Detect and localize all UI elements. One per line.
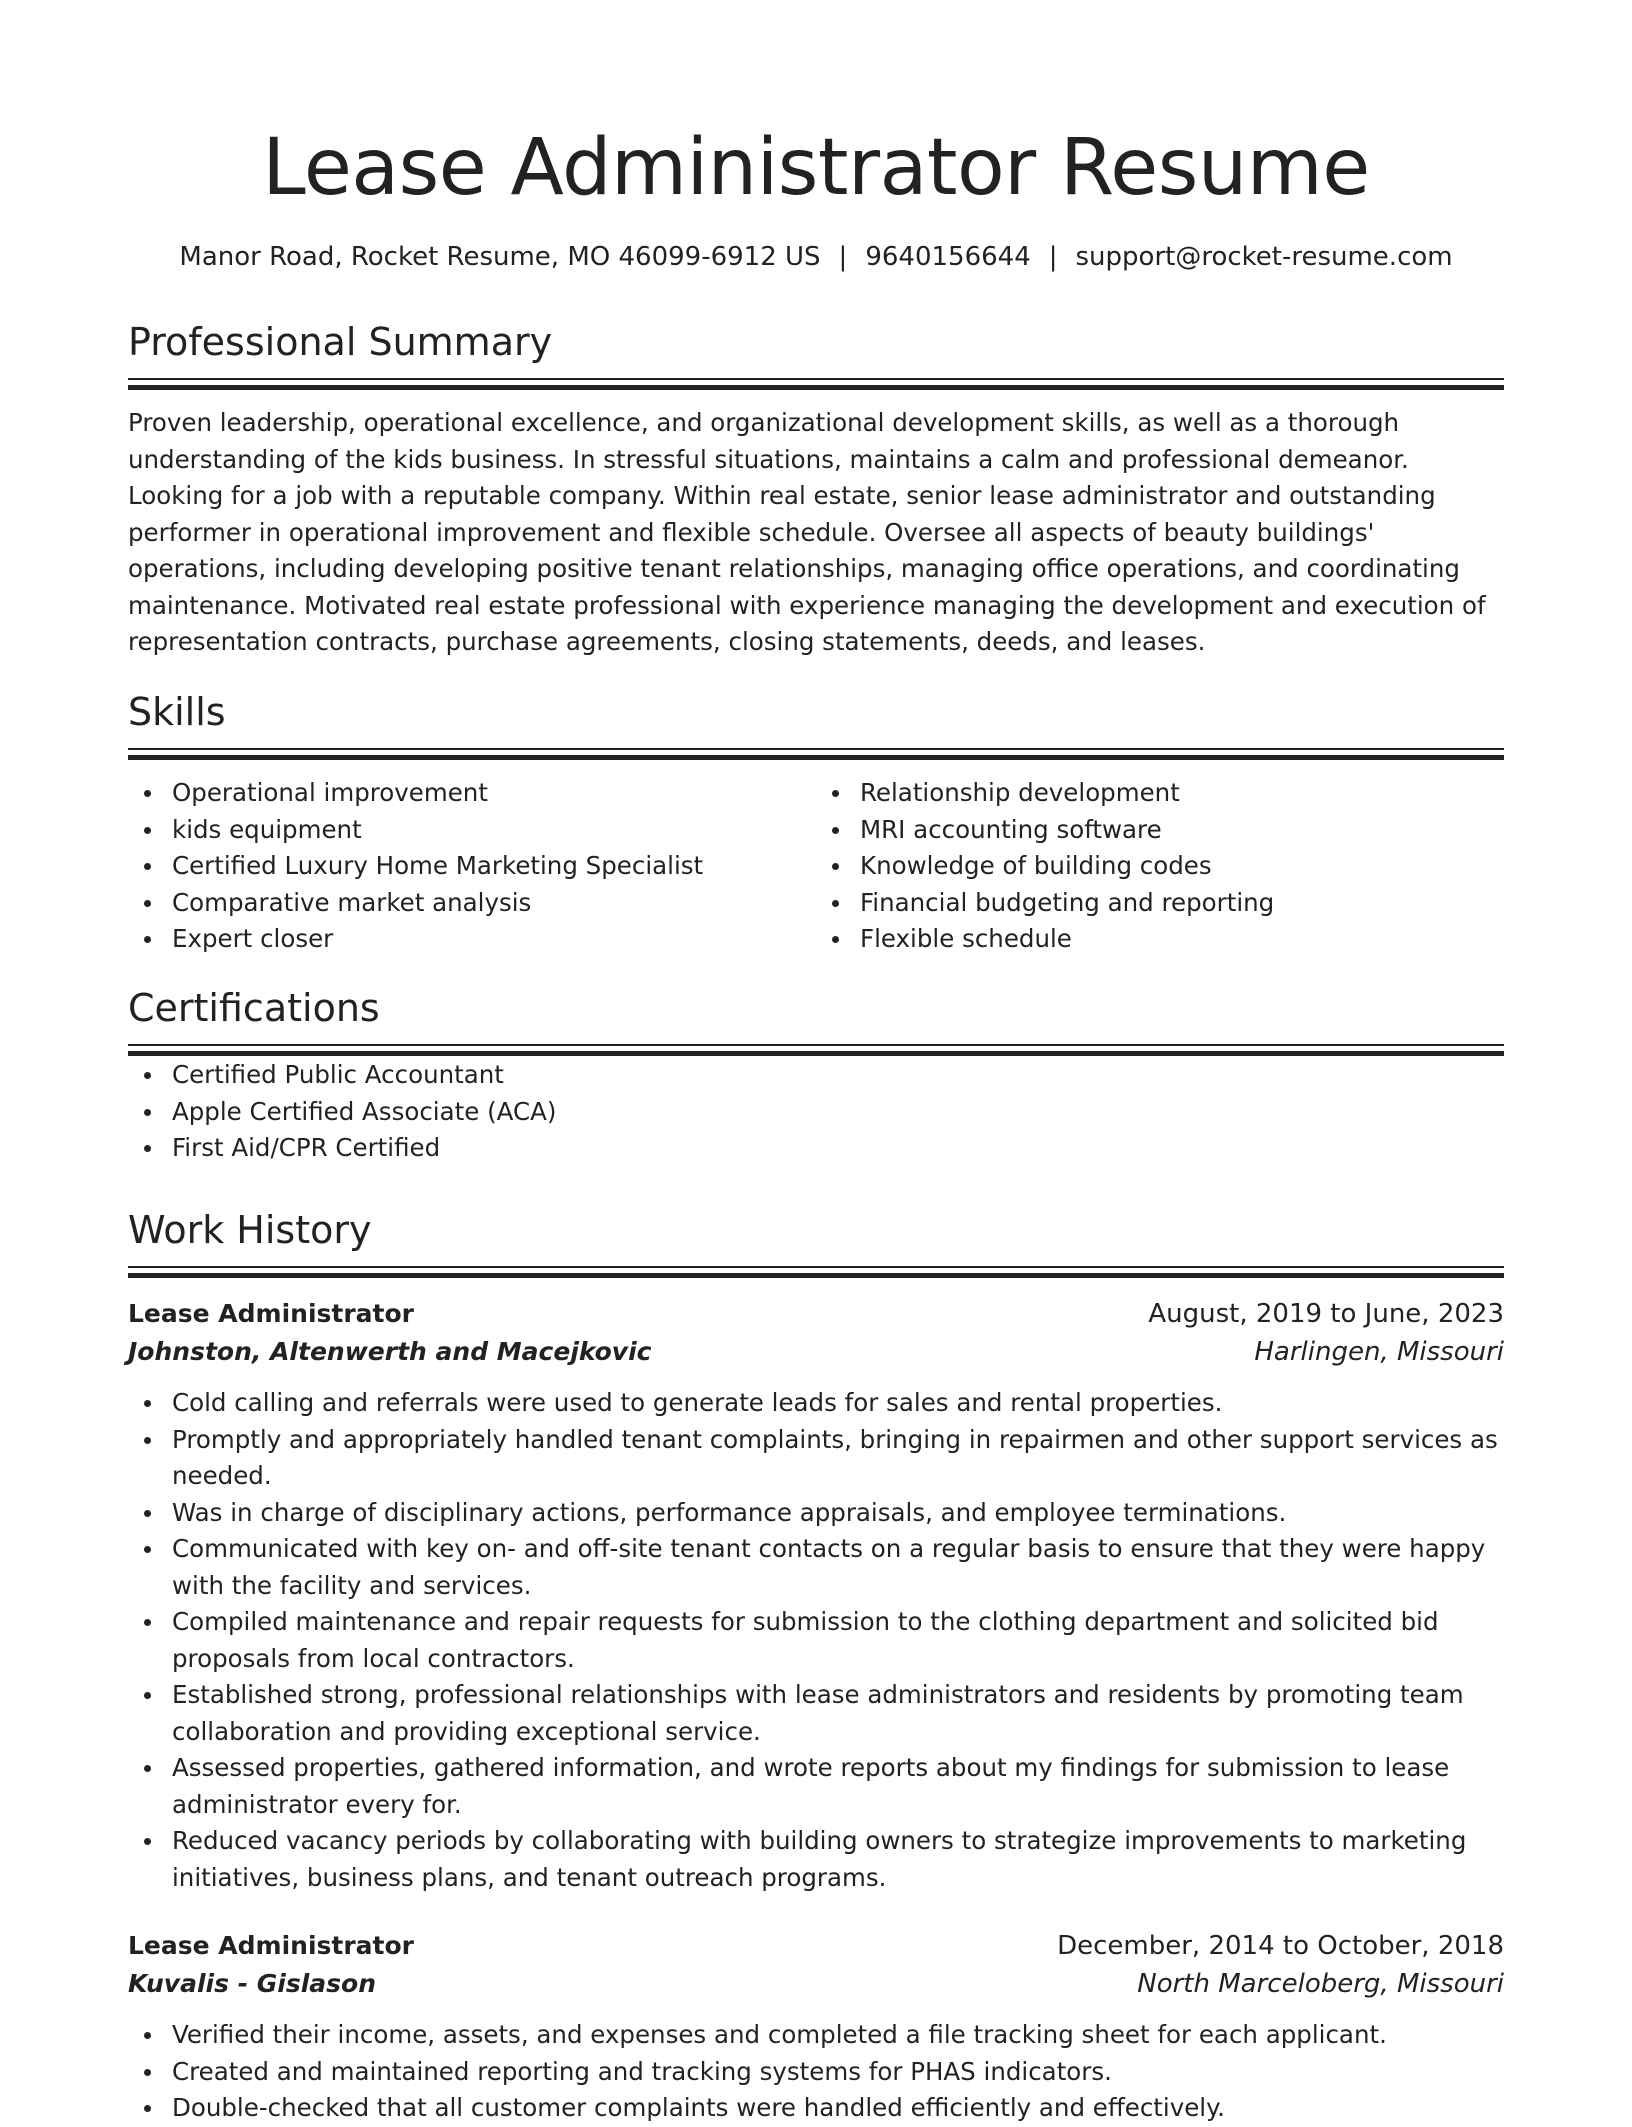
skill-item: Operational improvement [172,775,816,812]
job-duty: Promptly and appropriately handled tenant complaints, bringing in repairmen and other support services as needed. [172,1422,1504,1495]
job-header-row [128,1927,1504,1965]
job-duty: Communicated with key on- and off-site tenant contacts on a regular basis to ensure that they were happy with the facility and services. [172,1531,1504,1604]
job-company: Johnston, Altenwerth and Macejkovic [128,1337,652,1366]
skill-item: kids equipment [172,812,816,849]
job-dates: December, 2014 to October, 2018 [1057,1931,1504,1961]
section-professional-summary [128,318,1504,661]
job-entry [128,1927,1504,2127]
job-company-row [128,1965,1504,2003]
job-title: Lease Administrator [128,1299,415,1328]
section-work-history [128,1206,1504,1279]
job-duty: Cold calling and referrals were used to generate leads for sales and rental properties. [172,1385,1504,1422]
job-duty: Double-checked that all customer complaints were handled efficiently and effectively. [172,2090,1504,2127]
section-heading: Skills [128,690,226,734]
section-divider [128,748,1504,761]
contact-separator: | [1048,242,1058,272]
skill-item: Expert closer [172,921,816,958]
section-certifications [128,984,1504,1167]
skill-item: MRI accounting software [860,812,1504,849]
job-duty: Compiled maintenance and repair requests for submission to the clothing department and solicited bid proposals from local contractors. [172,1604,1504,1677]
skill-item: Knowledge of building codes [860,848,1504,885]
section-skills [128,688,1504,958]
contact-address: Manor Road, Rocket Resume, MO 46099-6912 US [179,242,821,272]
section-divider [128,378,1504,391]
job-duty: Reduced vacancy periods by collaborating with building owners to strategize improvements to marketing initiatives, business plans, and tenant outreach programs. [172,1823,1504,1896]
section-heading: Certifications [128,986,380,1030]
job-entry [128,1295,1504,1896]
job-title: Lease Administrator [128,1931,415,1960]
skill-item: Relationship development [860,775,1504,812]
skills-list-right [816,775,1504,958]
skill-item: Certified Luxury Home Marketing Specialist [172,848,816,885]
skills-columns [128,775,1504,958]
section-heading: Professional Summary [128,320,553,364]
section-divider [128,1266,1504,1279]
job-company-row [128,1333,1504,1371]
summary-text: Proven leadership, operational excellence, and organizational development skills, as well as a thorough understanding of the kids business. In stressful situations, maintains a calm and professional demeanor. Looking for a job with a reputable company. Within real estate, senior lease administrator and outstanding performer in operational improvement and flexible schedule. Oversee all aspects of beauty buildings' operations, including developing positive tenant relationships, managing office operations, and coordinating maintenance. Motivated real estate professional with experience managing the development and execution of representation contracts, purchase agreements, closing statements, deeds, and leases. [128,408,1486,656]
job-duty: Created and maintained reporting and tracking systems for PHAS indicators. [172,2054,1504,2091]
certification-item: Certified Public Accountant [172,1057,1504,1094]
section-divider [128,1044,1504,1057]
job-duty: Was in charge of disciplinary actions, performance appraisals, and employee terminations. [172,1495,1504,1532]
job-duty: Verified their income, assets, and expenses and completed a file tracking sheet for each applicant. [172,2017,1504,2054]
job-duty: Assessed properties, gathered information, and wrote reports about my findings for submission to lease administrator every for. [172,1750,1504,1823]
certifications-list [128,1057,1504,1167]
job-location: North Marceloberg, Missouri [1137,1969,1504,1999]
section-heading: Work History [128,1208,372,1252]
skill-item: Flexible schedule [860,921,1504,958]
job-duty: Established strong, professional relationships with lease administrators and residents by promoting team collaboration and providing exceptional service. [172,1677,1504,1750]
skill-item: Financial budgeting and reporting [860,885,1504,922]
contact-phone: 9640156644 [865,242,1031,272]
contact-line [128,240,1504,274]
contact-separator: | [838,242,848,272]
skill-item: Comparative market analysis [172,885,816,922]
certification-item: First Aid/CPR Certified [172,1130,1504,1167]
resume-title: Lease Administrator Resume [262,123,1370,213]
job-duties-list [128,2017,1504,2127]
job-company: Kuvalis - Gislason [128,1969,377,1998]
job-location: Harlingen, Missouri [1254,1337,1504,1367]
certification-item: Apple Certified Associate (ACA) [172,1094,1504,1131]
job-dates: August, 2019 to June, 2023 [1148,1299,1504,1329]
contact-email: support@rocket-resume.com [1075,242,1453,272]
skills-list-left [128,775,816,958]
job-header-row [128,1295,1504,1333]
job-duties-list [128,1385,1504,1896]
